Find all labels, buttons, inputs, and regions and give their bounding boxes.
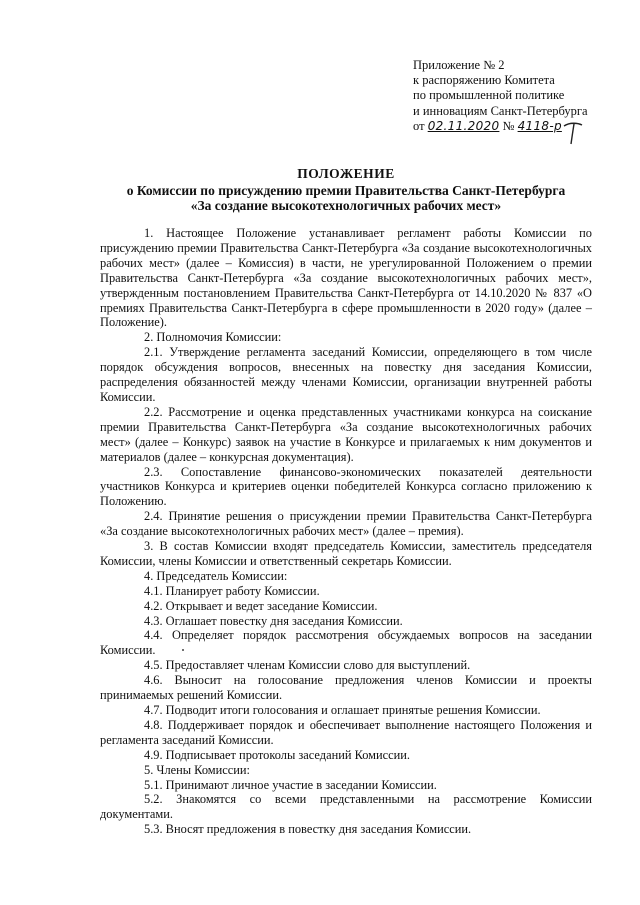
paragraph: 2.2. Рассмотрение и оценка представленных участниками конкурса на соискание премии Правительства Санкт-Петербурга «За создание высокотехнологичных рабочих мест» (далее – Конкурс) заявок на участие в Конкурсе и прилагаемых к ним документов и материалов (далее – конкурсная документация). [100, 404, 592, 464]
appendix-block [413, 58, 628, 134]
paragraph: 4.4. Определяет порядок рассмотрения обсуждаемых вопросов на заседании Комиссии. [100, 628, 592, 658]
appendix-line: и инновациям Санкт-Петербурга [413, 103, 588, 118]
from-label: от [413, 118, 425, 133]
paragraph: 3. В состав Комиссии входят председатель Комиссии, заместитель председателя Комиссии, члены Комиссии и ответственный секретарь Комиссии. [100, 539, 592, 568]
handwritten-number: 4118-р [517, 118, 562, 133]
handwritten-date: 02.11.2020 [427, 118, 500, 133]
paragraph: 1. Настоящее Положение устанавливает регламент работы Комиссии по присуждению премии Правительства Санкт-Петербурга «За создание высокотехнологичных рабочих мест» (далее – Комиссия) в части, не урегулированной Положением о премии Правительства Санкт-Петербурга «За создание высокотехнологичных рабочих мест», утвержденным постановлением Правительства Санкт-Петербурга от 14.10.2020 № 837 «О премиях Правительства Санкт-Петербурга в сфере промышленности в 2020 году» (далее – Положение). [100, 226, 592, 330]
pen-stroke-icon [560, 120, 586, 146]
paragraph: 5.1. Принимают личное участие в заседании Комиссии. [144, 777, 437, 792]
paragraph: 4.6. Выносит на голосование предложения членов Комиссии и проекты принимаемых решений Комиссии. [100, 673, 592, 703]
paragraph: 4.2. Открывает и ведет заседание Комиссии. [144, 598, 378, 613]
document-subtitle: о Комиссии по присуждению премии Правительства Санкт-Петербурга [126, 183, 566, 198]
paragraph: 2.4. Принятие решения о присуждении премии Правительства Санкт-Петербурга «За создание высокотехнологичных рабочих мест» (далее – премия). [100, 509, 592, 539]
paragraph: 4.1. Планирует работу Комиссии. [144, 583, 320, 598]
appendix-title: Приложение № 2 [413, 58, 505, 72]
paragraph: 5.3. Вносят предложения в повестку дня заседания Комиссии. [144, 822, 472, 837]
appendix-date-number [413, 119, 628, 134]
paragraph: 4.3. Оглашает повестку дня заседания Комиссии. [144, 613, 403, 628]
document-subtitle: «За создание высокотехнологичных рабочих мест» [190, 198, 502, 213]
document-body [100, 226, 592, 837]
appendix-line: по промышленной политике [413, 88, 565, 103]
scan-speck [182, 649, 184, 651]
paragraph: 4.9. Подписывает протоколы заседаний Комиссии. [144, 747, 411, 762]
appendix-line: к распоряжению Комитета [413, 73, 555, 88]
number-label: № [502, 118, 515, 133]
document-title: ПОЛОЖЕНИЕ [297, 166, 395, 181]
paragraph: 5. Члены Комиссии: [144, 762, 250, 777]
paragraph: 2.3. Сопоставление финансово-экономических показателей деятельности участников Конкурса и критериев оценки победителей Конкурса согласно приложению к Положению. [100, 464, 592, 509]
paragraph: 2.1. Утверждение регламента заседаний Комиссии, определяющего в том числе порядок обсуждения вопросов, внесенных на повестку дня заседания Комиссии, распределения обязанностей между членами Комиссии, организации внутренней работы Комиссии. [100, 345, 592, 404]
paragraph: 5.2. Знакомятся со всеми представленными на рассмотрение Комиссии документами. [100, 792, 592, 822]
paragraph: 4.5. Предоставляет членам Комиссии слово для выступлений. [144, 658, 471, 673]
paragraph: 4.7. Подводит итоги голосования и оглашает принятые решения Комиссии. [144, 703, 541, 717]
paragraph: 2. Полномочия Комиссии: [144, 330, 282, 345]
paragraph: 4. Председатель Комиссии: [144, 568, 288, 583]
paragraph: 4.8. Поддерживает порядок и обеспечивает выполнение настоящего Положения и регламента заседаний Комиссии. [100, 717, 592, 747]
